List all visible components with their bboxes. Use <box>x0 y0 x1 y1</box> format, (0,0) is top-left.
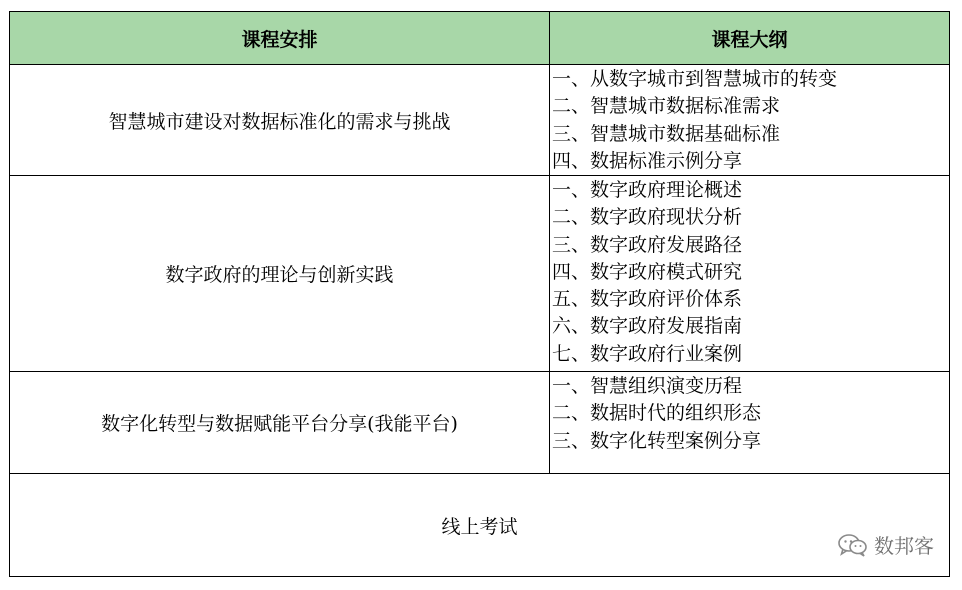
outline-list <box>552 177 742 368</box>
outline-item: 四、数字政府模式研究 <box>552 260 743 283</box>
watermark-text: 数邦客 <box>874 534 934 558</box>
outline-item: 二、数据时代的组织形态 <box>552 402 762 425</box>
outline-item: 三、数字政府发展路径 <box>552 233 743 256</box>
outline-item: 三、数字化转型案例分享 <box>552 429 762 452</box>
outline-item: 二、数字政府现状分析 <box>552 206 743 229</box>
outline-item: 七、数字政府行业案例 <box>552 342 743 365</box>
table-header <box>10 12 949 65</box>
outline-item: 一、智慧组织演变历程 <box>552 375 743 397</box>
outline-item: 六、数字政府发展指南 <box>552 315 743 338</box>
course-cell <box>10 65 550 175</box>
outline-cell <box>550 65 949 175</box>
exam-row <box>10 474 949 576</box>
course-title: 智慧城市建设对数据标准化的需求与挑战 <box>108 110 451 133</box>
outline-item: 一、从数字城市到智慧城市的转变 <box>552 68 838 90</box>
wechat-icon <box>838 533 868 557</box>
course-title: 数字化转型与数据赋能平台分享(我能平台) <box>101 413 458 435</box>
outline-item: 五、数字政府评价体系 <box>552 288 743 311</box>
header-course-arrangement: 课程安排 <box>10 12 550 64</box>
outline-cell <box>550 176 949 371</box>
watermark <box>838 530 934 559</box>
outline-item: 三、智慧城市数据基础标准 <box>552 122 781 145</box>
outline-list <box>552 66 837 175</box>
course-table <box>9 11 950 577</box>
table-row <box>10 65 949 176</box>
course-cell <box>10 176 550 371</box>
outline-item: 一、数字政府理论概述 <box>552 179 743 201</box>
table-row <box>10 176 949 372</box>
outline-item: 二、智慧城市数据标准需求 <box>552 95 781 118</box>
outline-item: 四、数据标准示例分享 <box>552 149 743 172</box>
course-cell <box>10 372 550 473</box>
outline-list <box>552 373 761 455</box>
exam-label: 线上考试 <box>441 515 518 538</box>
outline-cell <box>550 372 949 473</box>
header-course-outline: 课程大纲 <box>711 28 788 51</box>
course-title: 数字政府的理论与创新实践 <box>165 264 394 286</box>
table-row <box>10 372 949 474</box>
